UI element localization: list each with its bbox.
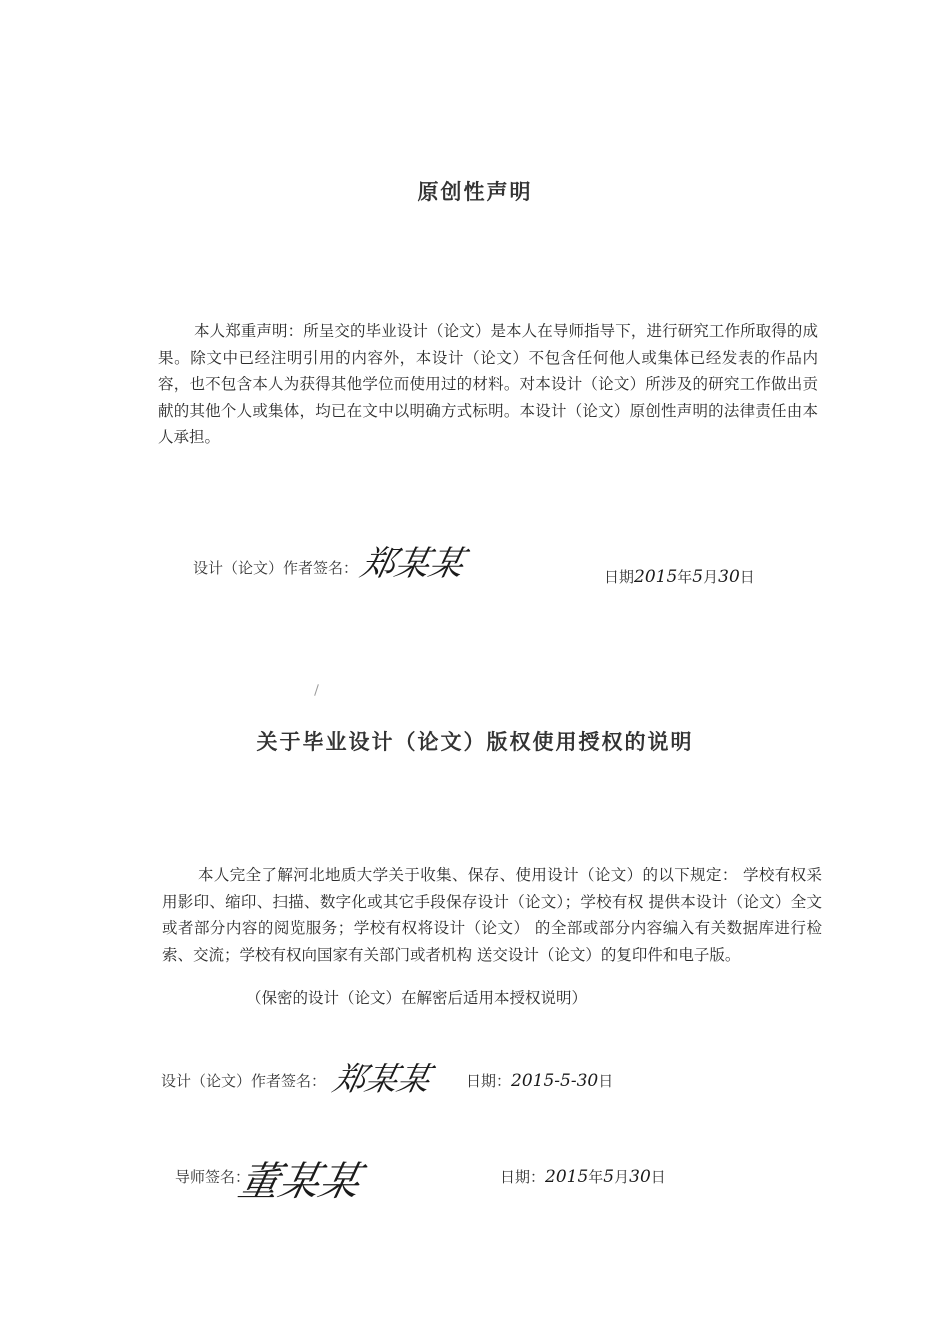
authorization-author-sign-label: 设计（论文）作者签名： <box>161 1072 327 1090</box>
authorization-author-date-value: 2015-5-30 <box>511 1071 599 1091</box>
declaration-author-signature: 郑某某 <box>357 544 468 584</box>
declaration-date-year: 2015 <box>634 567 678 587</box>
advisor-date-year: 2015 <box>545 1167 589 1187</box>
authorization-title: 关于毕业设计（论文）版权使用授权的说明 <box>256 730 694 754</box>
advisor-date-label: 日期： <box>500 1168 546 1186</box>
authorization-author-date-label: 日期： <box>466 1072 512 1090</box>
advisor-date-month: 5 <box>603 1167 615 1187</box>
advisor-signature: 董某某 <box>234 1159 365 1205</box>
authorization-author-date <box>466 1070 613 1091</box>
declaration-date-month: 5 <box>692 567 704 587</box>
declaration-month-char: 月 <box>703 568 719 586</box>
declaration-author-sign-label: 设计（论文）作者签名： <box>193 559 359 577</box>
advisor-month-char: 月 <box>614 1168 630 1186</box>
advisor-date <box>500 1166 666 1187</box>
declaration-day-char: 日 <box>739 568 755 586</box>
authorization-body: 本人完全了解河北地质大学关于收集、保存、使用设计（论文）的以下规定： 学校有权采用影印、缩印、扫描、数字化或其它手段保存设计（论文）；学校有权 提供本设计（论文）全文或者部分内容的阅览服务；学校有权将设计（论文） 的全部或部分内容编入有关数据库进行检索、交流；学校有权向国家有关部门或者机构 送交设计（论文）的复印件和电子版。 <box>162 866 822 964</box>
authorization-note: （保密的设计（论文）在解密后适用本授权说明） <box>246 989 588 1007</box>
declaration-title: 原创性声明 <box>417 180 533 204</box>
scan-artifact <box>314 684 319 696</box>
authorization-author-day-char: 日 <box>598 1072 614 1090</box>
advisor-date-day: 30 <box>629 1167 651 1187</box>
advisor-year-char: 年 <box>588 1168 604 1186</box>
declaration-year-char: 年 <box>677 568 693 586</box>
authorization-author-signature: 郑某某 <box>329 1060 434 1098</box>
advisor-sign-label: 导师签名： <box>175 1168 251 1186</box>
declaration-date <box>604 566 755 587</box>
declaration-body: 本人郑重声明：所呈交的毕业设计（论文）是本人在导师指导下，进行研究工作所取得的成果。除文中已经注明引用的内容外，本设计（论文）不包含任何他人或集体已经发表的作品内容，也不包含本人为获得其他学位而使用过的材料。对本设计（论文）所涉及的研究工作做出贡献的其他个人或集体，均已在文中以明确方式标明。本设计（论文）原创性声明的法律责任由本人承担。 <box>158 322 818 446</box>
declaration-date-day: 30 <box>718 567 740 587</box>
declaration-date-label: 日期 <box>604 568 635 586</box>
advisor-day-char: 日 <box>650 1168 666 1186</box>
